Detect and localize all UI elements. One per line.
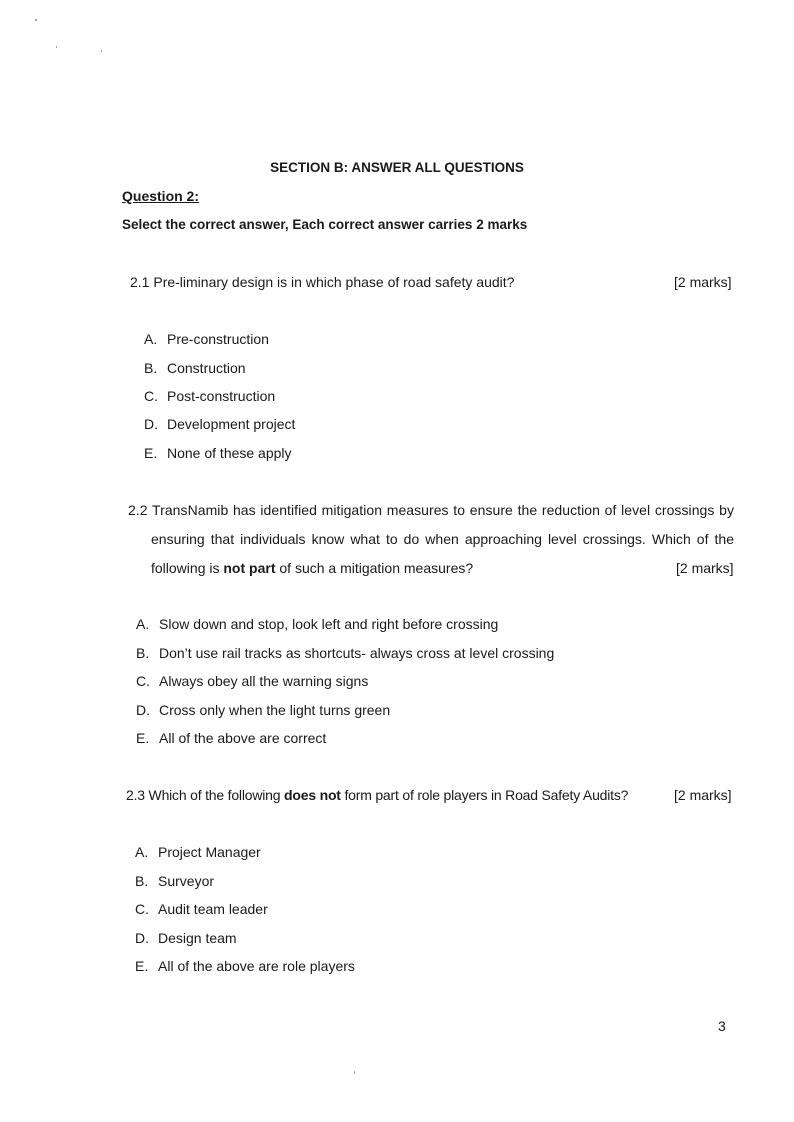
page-number: 3 (718, 1018, 726, 1034)
question-2-3-suffix: form part of role players in Road Safety Audits? (340, 787, 629, 803)
option-text: Always obey all the warning signs (159, 673, 369, 689)
option-text: Design team (158, 930, 237, 946)
option-2-1-c (144, 388, 275, 404)
option-letter: C. (144, 388, 158, 404)
option-2-2-d (136, 702, 390, 718)
option-text: Construction (167, 360, 246, 376)
option-text: All of the above are correct (159, 730, 327, 746)
question-2-3-prefix: 2.3 Which of the following (126, 787, 285, 803)
option-2-1-e (144, 445, 292, 461)
option-text: Development project (167, 416, 296, 432)
option-2-3-d (135, 930, 237, 946)
option-text: Post-construction (167, 388, 276, 404)
question-2-2-text: following is (151, 560, 224, 576)
option-text: Pre-construction (167, 331, 269, 347)
option-letter: B. (136, 645, 150, 661)
option-letter: E. (144, 445, 158, 461)
option-2-3-b (135, 873, 214, 889)
option-letter: A. (136, 616, 150, 632)
option-letter: B. (135, 873, 149, 889)
option-letter: B. (144, 360, 158, 376)
option-2-1-a (144, 331, 269, 347)
question-2-2-line-3 (151, 554, 473, 583)
option-2-3-e (135, 958, 355, 974)
option-2-2-e (136, 730, 326, 746)
option-letter: C. (135, 901, 149, 917)
option-letter: D. (144, 416, 158, 432)
option-text: Don’t use rail tracks as shortcuts- always cross at level crossing (159, 645, 555, 661)
question-2-2-emphasis: not part (223, 560, 276, 576)
option-text: Audit team leader (158, 901, 268, 917)
option-letter: E. (135, 958, 149, 974)
scan-speck (101, 50, 102, 52)
option-text: Surveyor (158, 873, 215, 889)
option-text: Slow down and stop, look left and right before crossing (159, 616, 499, 632)
option-letter: D. (136, 702, 150, 718)
question-2-2-line-2: ensuring that individuals know what to do when approaching level crossings. Which of the (151, 531, 734, 547)
question-instruction: Select the correct answer, Each correct answer carries 2 marks (122, 217, 528, 232)
question-2-3-text (126, 787, 628, 803)
question-2-2-text: of such a mitigation measures? (275, 560, 474, 576)
scan-speck (354, 1071, 355, 1074)
question-2-2-marks: [2 marks] (676, 560, 734, 576)
option-letter: A. (135, 844, 149, 860)
option-text: None of these apply (167, 445, 292, 461)
section-title: SECTION B: ANSWER ALL QUESTIONS (270, 160, 524, 175)
option-letter: E. (136, 730, 150, 746)
option-text: All of the above are role players (158, 958, 355, 974)
option-2-3-a (135, 844, 261, 860)
option-2-2-b (136, 645, 554, 661)
option-letter: A. (144, 331, 158, 347)
option-2-3-c (135, 901, 268, 917)
option-2-2-c (136, 673, 368, 689)
scan-speck (56, 46, 57, 48)
option-2-1-b (144, 360, 246, 376)
option-text: Cross only when the light turns green (159, 702, 391, 718)
question-2-3-marks: [2 marks] (674, 787, 732, 803)
option-letter: D. (135, 930, 149, 946)
option-letter: C. (136, 673, 150, 689)
question-2-1-marks: [2 marks] (674, 274, 732, 290)
option-2-2-a (136, 616, 498, 632)
question-2-1-text: 2.1 Pre-liminary design is in which phase of road safety audit? (130, 274, 515, 290)
option-2-1-d (144, 416, 295, 432)
question-heading: Question 2: (122, 188, 200, 204)
question-2-3-emphasis: does not (284, 787, 341, 803)
option-text: Project Manager (158, 844, 261, 860)
scan-speck (35, 19, 37, 21)
question-2-2-line-1: 2.2 TransNamib has identified mitigation measures to ensure the reduction of level crossings by (128, 502, 734, 518)
